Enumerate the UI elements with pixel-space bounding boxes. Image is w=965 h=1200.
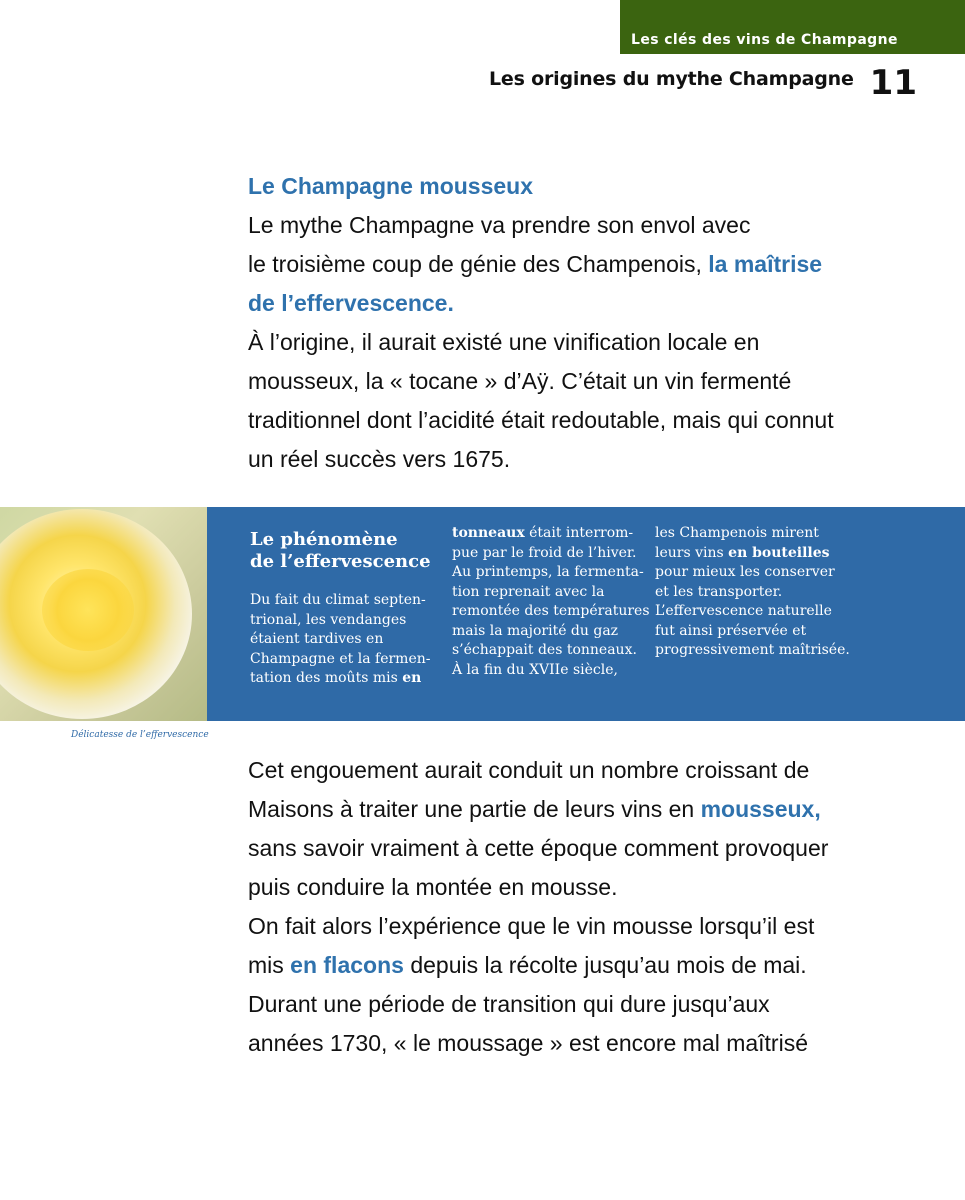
- paragraph-line: un réel succès vers 1675.: [248, 446, 511, 472]
- highlighted-phrase: mousseux,: [700, 796, 821, 822]
- inset-title-line: de l’effervescence: [250, 551, 431, 572]
- champagne-glass-photo: [0, 507, 207, 721]
- paragraph-line: [248, 245, 848, 284]
- paragraph-line: mousseux, la « tocane » d’Aÿ. C’était un vin fermenté: [248, 368, 792, 394]
- inset-line: progressivement maîtrisée.: [655, 642, 850, 658]
- paragraph-line: Cet engouement aurait conduit un nombre croissant de: [248, 757, 810, 783]
- highlighted-phrase: la maîtrise: [708, 251, 823, 277]
- paragraph-line: On fait alors l’expérience que le vin mousse lorsqu’il est: [248, 913, 815, 939]
- paragraph-line: Durant une période de transition qui dure jusqu’aux: [248, 991, 770, 1017]
- inset-line: [655, 544, 850, 564]
- inset-line: [250, 669, 430, 689]
- inset-line: s’échappait des tonneaux.: [452, 642, 637, 658]
- inset-line: mais la majorité du gaz: [452, 622, 619, 639]
- inset-line: L’effervescence naturelle: [655, 603, 832, 619]
- paragraph-text: Maisons à traiter une partie de leurs vins en: [248, 796, 701, 822]
- inset-column-3: [655, 524, 850, 661]
- inset-line: tion reprenait avec la: [452, 583, 605, 600]
- inset-line: remontée des températures: [452, 603, 650, 619]
- inset-line: Au printemps, la fermenta-: [452, 564, 644, 580]
- inset-title-line: Le phénomène: [250, 529, 398, 550]
- paragraph-line: À l’origine, il aurait existé une vinification locale en: [248, 329, 760, 355]
- highlighted-phrase: en flacons: [290, 952, 404, 978]
- paragraph-line: années 1730, « le moussage » est encore mal maîtrisé: [248, 1030, 808, 1056]
- paragraph-line: Le mythe Champagne va prendre son envol avec: [248, 212, 751, 238]
- inset-line: pour mieux les conserver: [655, 564, 835, 580]
- inset-line: les Champenois mirent: [655, 525, 819, 541]
- paragraph-line: [248, 790, 848, 829]
- inset-line: Champagne et la fermen-: [250, 650, 431, 667]
- highlighted-phrase: de l’effervescence.: [248, 290, 454, 316]
- paragraph-text: depuis la récolte jusqu’au mois de mai.: [403, 952, 807, 978]
- inset-text: était interrom-: [524, 525, 634, 541]
- paragraph-text: le troisième coup de génie des Champenois,: [248, 251, 709, 277]
- paragraph-line: sans savoir vraiment à cette époque comment provoquer: [248, 835, 829, 861]
- page-number: 11: [869, 63, 917, 103]
- inset-panel: [207, 507, 965, 721]
- inset-line: et les transporter.: [655, 583, 783, 600]
- inset-bold: tonneaux: [452, 525, 525, 541]
- inset-line: fut ainsi préservée et: [655, 622, 807, 639]
- inset-line: pue par le froid de l’hiver.: [452, 544, 637, 561]
- inset-line: trional, les vendanges: [250, 611, 407, 628]
- inset-text: tation des moûts mis: [250, 670, 403, 686]
- section-champagne-mousseux: [248, 167, 848, 479]
- section-tab: Les clés des vins de Champagne: [620, 0, 965, 54]
- inset-text: leurs vins: [655, 544, 729, 561]
- chapter-title: Les origines du mythe Champagne: [489, 68, 854, 90]
- effervescence-inset-banner: [0, 507, 965, 721]
- paragraph-text: mis: [248, 952, 291, 978]
- inset-line: À la fin du XVIIe siècle,: [452, 661, 618, 678]
- inset-line: étaient tardives en: [250, 631, 384, 647]
- inset-column-1: [250, 591, 430, 689]
- inset-line: [452, 524, 650, 544]
- bubbles-image: [42, 569, 134, 651]
- section-moussage: [248, 751, 848, 1063]
- inset-column-2: [452, 524, 650, 680]
- inset-title: [250, 529, 431, 573]
- page-header: [489, 64, 917, 104]
- paragraph-line: [248, 946, 848, 985]
- inset-bold: en bouteilles: [728, 544, 830, 561]
- inset-bold: en: [402, 670, 422, 686]
- paragraph-line: traditionnel dont l’acidité était redoutable, mais qui connut: [248, 407, 834, 433]
- photo-caption: Délicatesse de l’effervescence: [71, 730, 209, 740]
- section-heading: Le Champagne mousseux: [248, 173, 534, 199]
- inset-line: Du fait du climat septen-: [250, 592, 426, 608]
- paragraph-line: puis conduire la montée en mousse.: [248, 874, 618, 900]
